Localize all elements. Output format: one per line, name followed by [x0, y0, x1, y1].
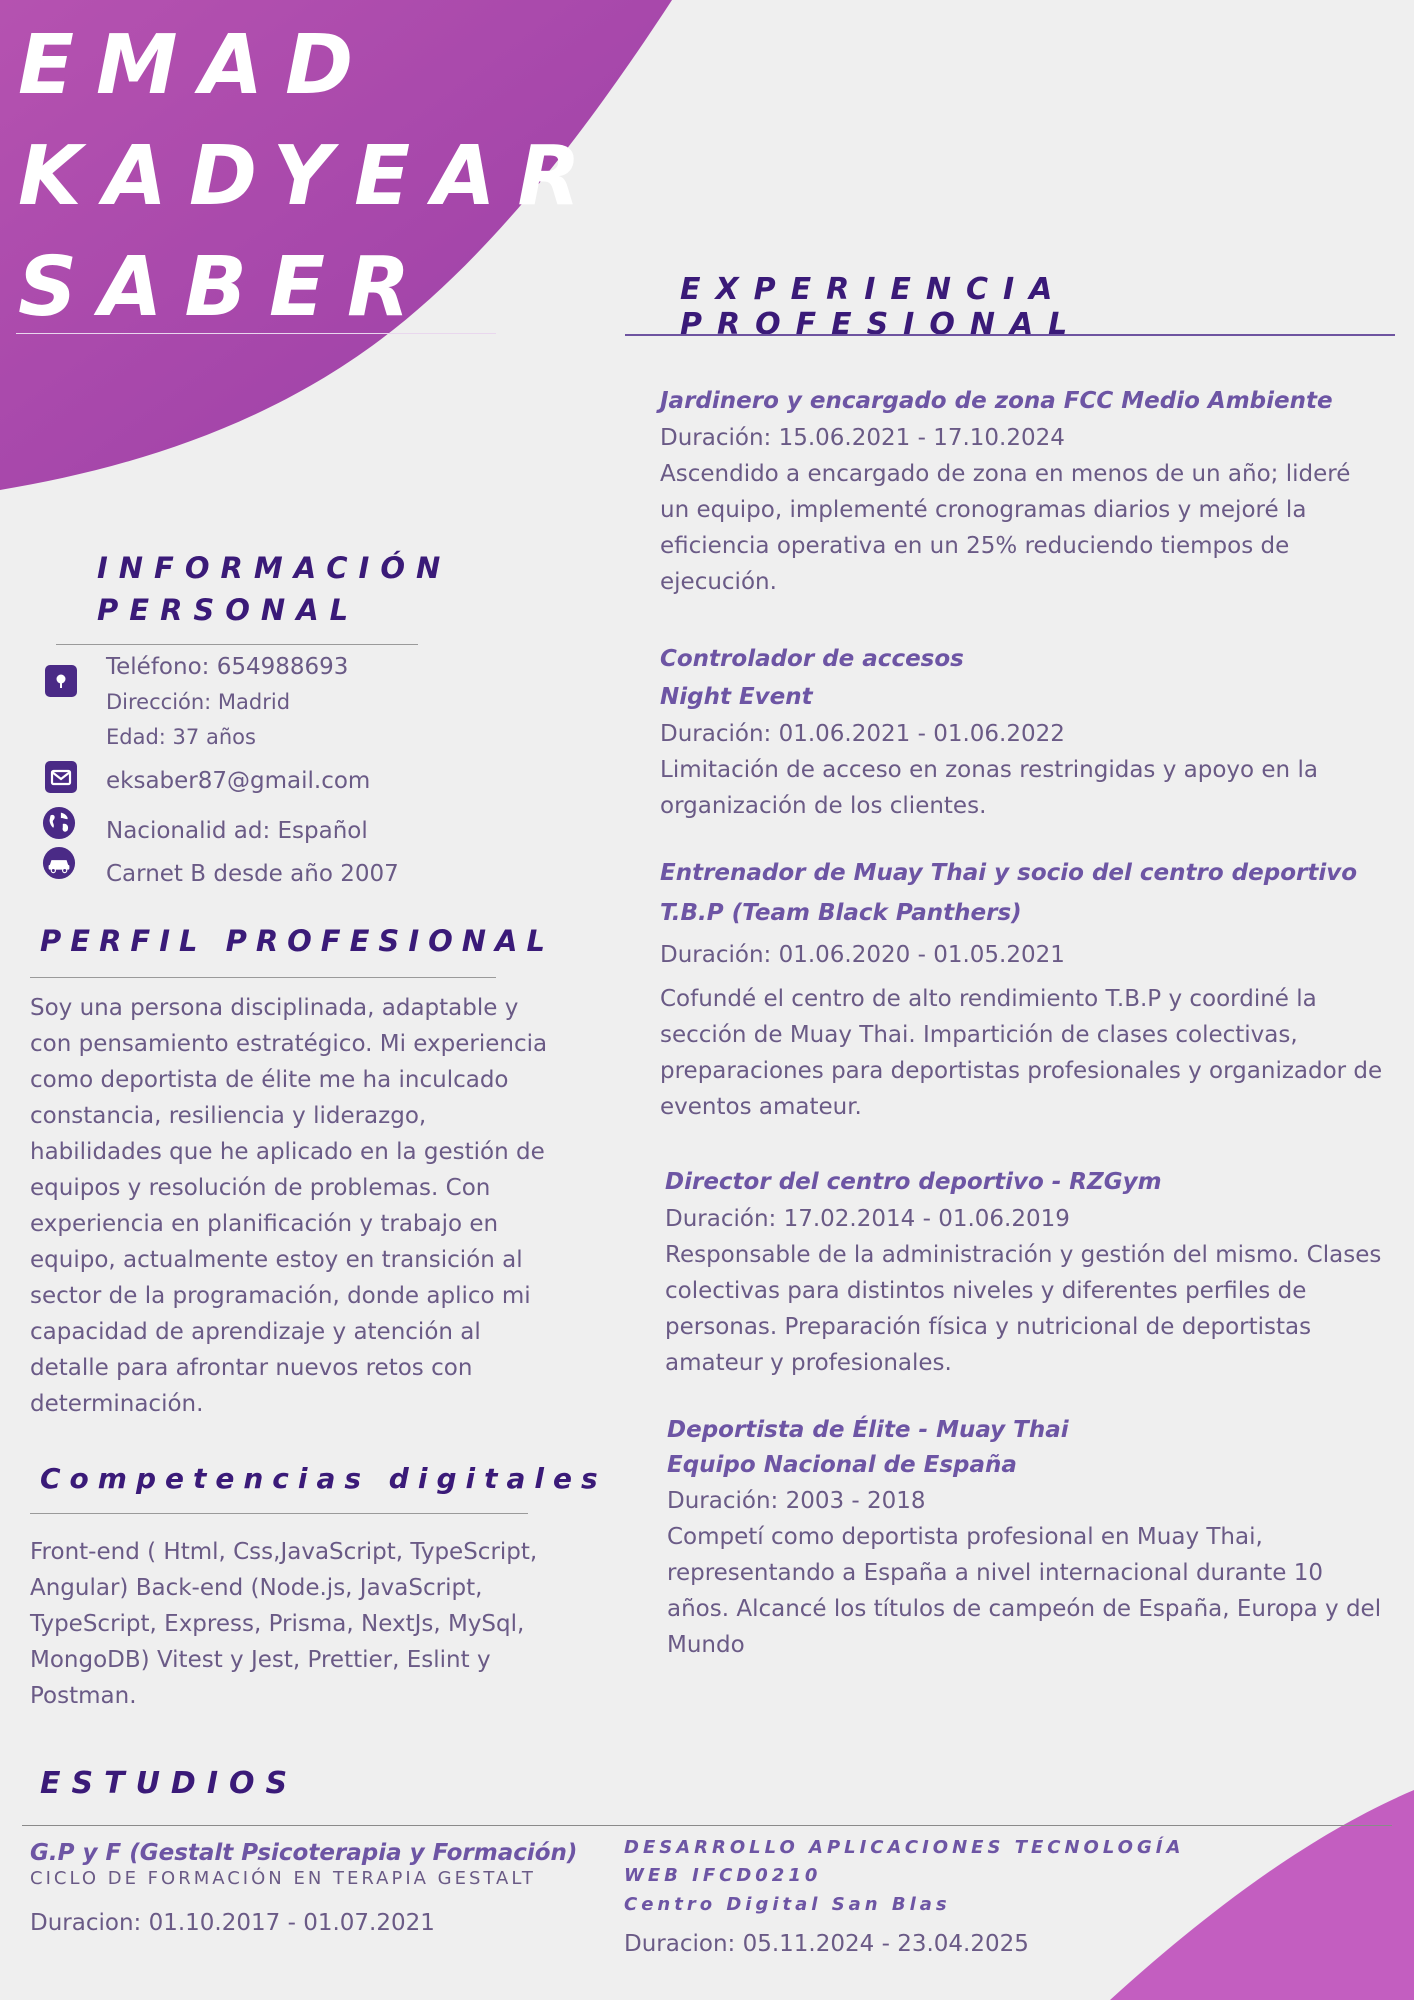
job-5: [667, 1413, 1387, 1663]
study-1-subtitle: CICLO DE FORMACIÓN EN TERAPIA GESTALT: [30, 1868, 536, 1889]
globe-icon: [42, 806, 76, 840]
study-1: [30, 1840, 610, 1941]
name-line-2: KADYEAR: [18, 129, 603, 224]
age-text: Edad: 37 años: [106, 725, 256, 749]
experience-divider: [625, 334, 1395, 336]
profile-text: Soy una persona disciplinada, adaptable y con pensamiento estratégico. Mi experiencia como deportista de élite me ha inculcado constancia, resiliencia y liderazgo, habilidades que he aplicado en la gestión de equipos y resolución de problemas. Con experiencia en planificación y trabajo en equipo, actualmente estoy en transición al sector de la programación, donde aplico mi capacidad de aprendizaje y atención al detalle para afrontar nuevos retos con determinación.: [30, 995, 548, 1417]
study-2-school: Centro Digital San Blas: [624, 1894, 951, 1915]
job-5-subtitle: Equipo Nacional de España: [667, 1452, 1017, 1478]
name-line-3: SABER: [18, 240, 433, 335]
job-2-subtitle: Night Event: [660, 684, 813, 710]
job-2-duration: Duración: 01.06.2021 - 01.06.2022: [660, 721, 1065, 747]
study-2: [624, 1834, 1324, 1962]
car-icon: [42, 846, 76, 880]
name-underline: [16, 333, 496, 334]
job-3-desc: Cofundé el centro de alto rendimiento T.B.P y coordiné la sección de Muay Thai. Impartición de clases colectivas, preparaciones para deportistas profesionales y organizador de eventos amateur.: [660, 986, 1383, 1120]
study-1-duration: Duracion: 01.10.2017 - 01.07.2021: [30, 1910, 435, 1936]
email-link[interactable]: eksaber87@gmail.com: [106, 768, 371, 794]
address-text: Dirección: Madrid: [106, 690, 291, 714]
job-4-desc: Responsable de la administración y gestión del mismo. Clases colectivas para distintos niveles y diferentes perfiles de personas. Preparación física y nutricional de deportistas amateur y profesionales.: [665, 1242, 1382, 1376]
job-4: [665, 1163, 1390, 1381]
job-5-desc: Competí como deportista profesional en Muay Thai, representando a España a nivel internacional durante 10 años. Alcancé los títulos de campeón de España, Europa y del Mundo: [667, 1524, 1382, 1658]
personal-title-line-1: INFORMACIÓN: [97, 551, 452, 585]
name-line-1: EMAD: [18, 18, 376, 113]
job-2: [660, 640, 1380, 824]
studies-divider: [22, 1825, 1392, 1826]
personal-title-line-2: PERSONAL: [97, 593, 360, 627]
job-5-duration: Duración: 2003 - 2018: [667, 1488, 926, 1514]
job-3-duration: Duración: 01.06.2020 - 01.05.2021: [660, 942, 1065, 968]
email-icon: [44, 760, 78, 794]
studies-title: ESTUDIOS: [40, 1766, 299, 1801]
job-1-title: Jardinero y encargado de zona FCC Medio Ambiente: [660, 388, 1333, 414]
skills-title: Competencias digitales: [40, 1462, 607, 1495]
study-2-title-line-1: DESARROLLO APLICACIONES TECNOLOGÍA: [624, 1837, 1185, 1858]
job-4-title: Director del centro deportivo - RZGym: [665, 1169, 1162, 1195]
job-2-title: Controlador de accesos: [660, 646, 964, 672]
study-2-title-line-2: WEB IFCD0210: [624, 1865, 822, 1886]
profile-divider: [30, 977, 496, 978]
skills-divider: [30, 1513, 528, 1514]
job-1-desc: Ascendido a encargado de zona en menos de un año; lideré un equipo, implementé cronogramas diarios y mejoré la eficiencia operativa en un 25% reduciendo tiempos de ejecución.: [660, 461, 1351, 595]
profile-title: PERFIL PROFESIONAL: [40, 924, 554, 958]
job-5-title: Deportista de Élite - Muay Thai: [667, 1417, 1069, 1443]
phone-text: Teléfono: 654988693: [106, 654, 349, 680]
job-1: [660, 382, 1380, 600]
job-3: [660, 853, 1390, 1125]
experience-title: EXPERIENCIA PROFESIONAL: [680, 272, 1083, 342]
job-1-duration: Duración: 15.06.2021 - 17.10.2024: [660, 425, 1065, 451]
job-2-desc: Limitación de acceso en zonas restringidas y apoyo en la organización de los clientes.: [660, 757, 1318, 819]
license-text: Carnet B desde año 2007: [106, 861, 399, 887]
location-pin-icon: [44, 664, 78, 698]
nationality-text: Nacionalid ad: Español: [106, 818, 368, 844]
job-3-title: Entrenador de Muay Thai y socio del centro deportivo T.B.P (Team Black Panthers): [660, 860, 1358, 926]
study-2-duration: Duracion: 05.11.2024 - 23.04.2025: [624, 1931, 1029, 1957]
study-1-title: G.P y F (Gestalt Psicoterapia y Formación): [30, 1840, 578, 1866]
personal-title: [97, 547, 451, 631]
personal-divider: [56, 644, 418, 645]
job-4-duration: Duración: 17.02.2014 - 01.06.2019: [665, 1206, 1070, 1232]
skills-text: Front-end ( Html, Css,JavaScript, TypeScript, Angular) Back-end (Node.js, JavaScript, TypeScript, Express, Prisma, NextJs, MySql, MongoDB) Vitest y Jest, Prettier, Eslint y Postman.: [30, 1539, 538, 1709]
